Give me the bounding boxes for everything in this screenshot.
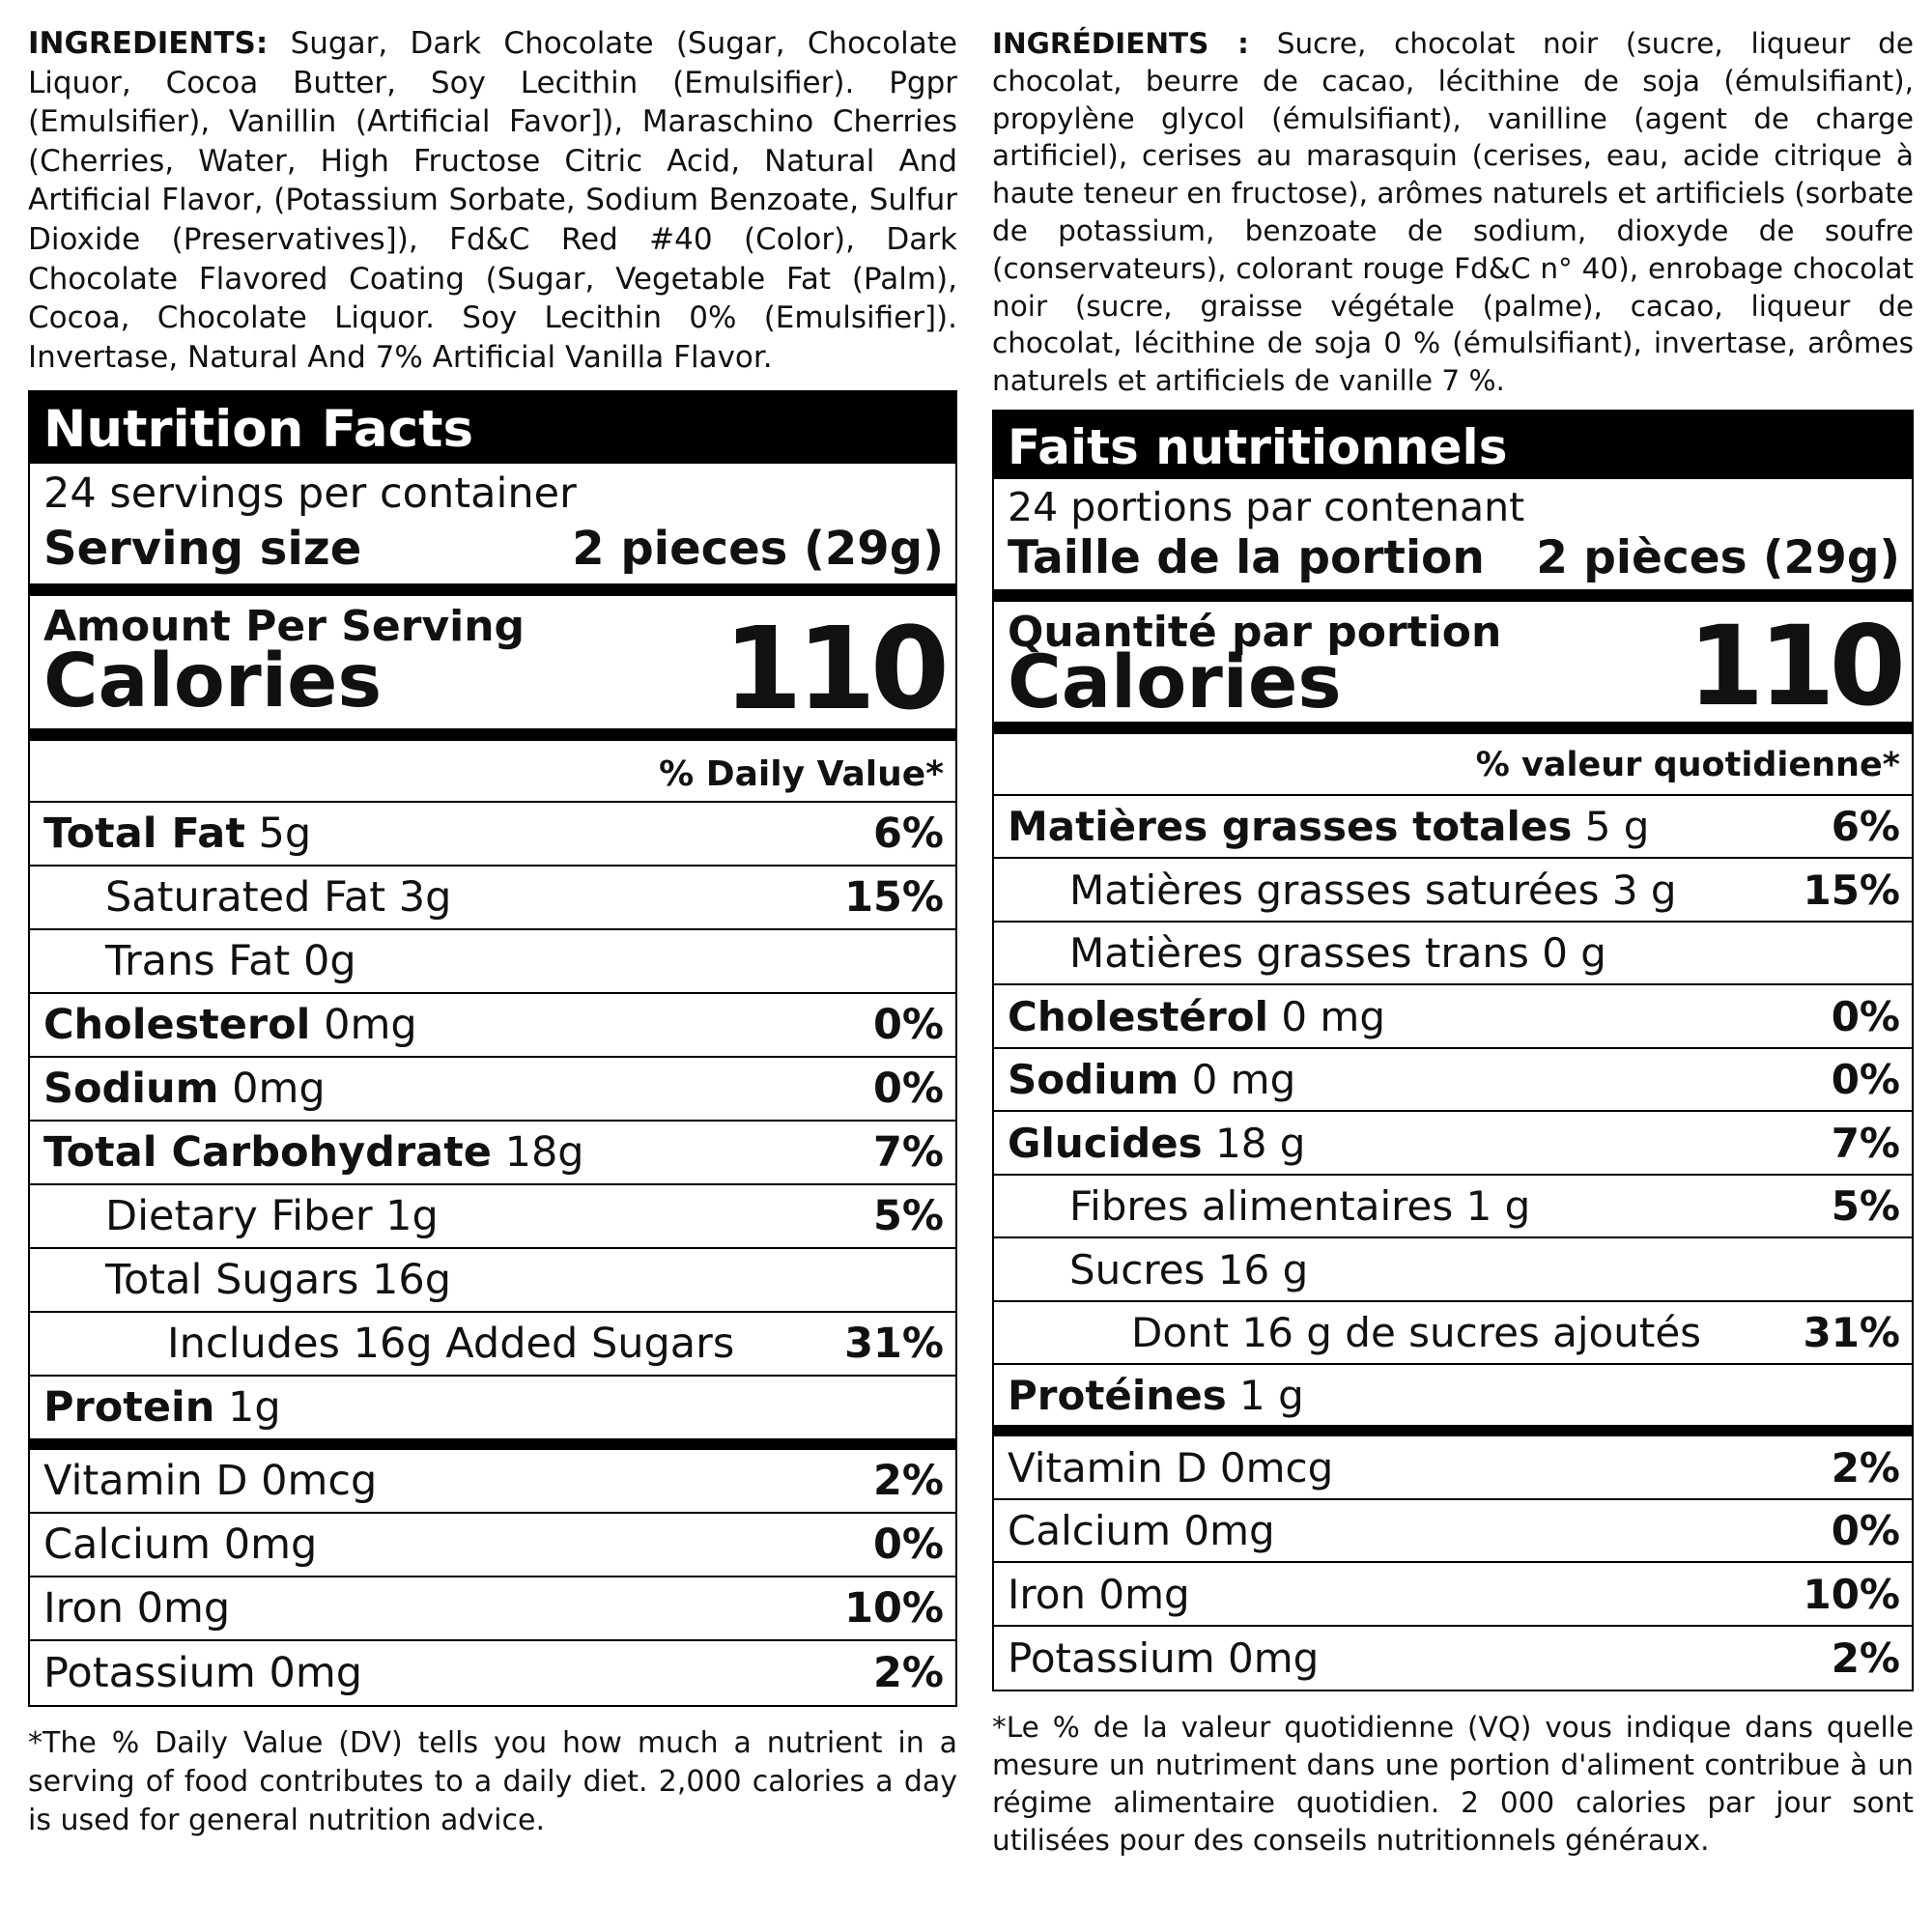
vitamin-name: Iron 0mg: [1008, 1570, 1190, 1618]
serving-size-row: [30, 520, 955, 596]
vitamin-name: Vitamin D 0mcg: [1008, 1443, 1334, 1492]
ingredients-text: Sucre, chocolat noir (sucre, liqueur de chocolat, beurre de cacao, lécithine de soja (émulsifiant), propylène glycol (émulsifiant), vanilline (agent de charge artificiel), cerises au marasquin (cerises, eau, acide citrique à haute teneur en fructose), arômes naturels et artificiels (sorbate de potassium, benzoate de sodium, dioxyde de soufre (conservateurs), colorant rouge Fd&C n° 40), enrobage chocolat noir (sucre, graisse végétale (palme), cacao, liqueur de chocolat, lécithine de soja 0 % (émulsifiant), invertase, arômes naturels et artificiels de vanille 7 %.: [992, 27, 1914, 398]
nutrient-name: Total Carbohydrate: [43, 1128, 492, 1178]
serving-size-row: [994, 531, 1912, 602]
nutrient-row-total-carbohydrate: [994, 1112, 1912, 1176]
calories-block: [30, 596, 955, 741]
nutrient-dv: 15%: [1803, 866, 1900, 914]
ingredients-label: INGRÉDIENTS :: [992, 27, 1249, 60]
nutrient-dv: 6%: [872, 810, 944, 859]
nutrient-row-added-sugars: [30, 1313, 955, 1377]
amount-per-serving-label: Quantité par portion: [1008, 607, 1502, 657]
nutrient-name: Includes 16g Added Sugars: [167, 1320, 735, 1369]
nutrient-row-total-sugars: [994, 1238, 1912, 1302]
vitamin-dv: 0%: [872, 1520, 944, 1570]
nutrient-amount: 0mg: [310, 1001, 417, 1050]
nutrient-dv: 15%: [844, 873, 944, 923]
ingredients-paragraph: [992, 0, 1914, 400]
nutrient-row-protein: [994, 1365, 1912, 1436]
daily-value-footnote: *Le % de la valeur quotidienne (VQ) vous indique dans quelle mesure un nutriment dans une portion d'aliment contribue à un régime alimentaire quotidien. 2 000 calories par jour sont utilisées pour des conseils nutritionnels généraux.: [992, 1711, 1914, 1858]
calories-value: 110: [1688, 601, 1900, 730]
calories-label: Calories: [43, 639, 383, 725]
nutrient-amount: 5g: [244, 810, 312, 859]
nutrient-row-protein: [30, 1377, 955, 1450]
nutrient-dv: 7%: [1831, 1119, 1900, 1167]
nutrient-name: Cholesterol: [43, 1001, 311, 1050]
vitamin-row-calcium: [30, 1514, 955, 1577]
vitamin-dv: 2%: [1831, 1443, 1900, 1492]
nutrient-amount: 0 mg: [1179, 1056, 1296, 1104]
nutrient-row-sodium: [994, 1049, 1912, 1113]
nutrient-dv: 0%: [1831, 1056, 1900, 1104]
vitamin-name: Vitamin D 0mcg: [43, 1457, 378, 1506]
nutrient-dv: 31%: [1803, 1309, 1900, 1357]
nutrient-dv: 5%: [1831, 1182, 1900, 1231]
nutrient-dv: 5%: [872, 1192, 944, 1241]
nutrient-row-cholesterol: [994, 985, 1912, 1049]
nutrient-row-saturated-fat: [994, 859, 1912, 923]
vitamin-dv: 0%: [1831, 1507, 1900, 1555]
nutrient-name: Matières grasses totales: [1008, 803, 1573, 851]
serving-size-value: 2 pieces (29g): [572, 522, 944, 577]
nutrient-dv: 31%: [844, 1320, 944, 1369]
nutrient-amount: 1 g: [1226, 1371, 1304, 1419]
nutrient-amount: 5 g: [1572, 803, 1650, 851]
nutrient-row-total-fat: [994, 796, 1912, 860]
serving-size-label: Serving size: [43, 522, 362, 577]
daily-value-header: % valeur quotidienne*: [994, 734, 1912, 796]
vitamin-name: Calcium 0mg: [43, 1520, 318, 1570]
nutrient-amount: 0 mg: [1268, 992, 1385, 1040]
nutrient-row-saturated-fat: [30, 867, 955, 930]
nutrient-name: Sodium: [1008, 1056, 1179, 1104]
daily-value-header: % Daily Value*: [30, 741, 955, 803]
nutrient-dv: 0%: [872, 1065, 944, 1114]
nutrient-amount: 18 g: [1202, 1119, 1306, 1167]
nutrient-amount: 0mg: [218, 1065, 326, 1114]
vitamin-name: Potassium 0mg: [1008, 1634, 1320, 1683]
vitamin-name: Potassium 0mg: [43, 1649, 363, 1698]
nutrient-amount: 1g: [214, 1383, 281, 1433]
vitamin-name: Iron 0mg: [43, 1584, 231, 1634]
nutrient-name: Cholestérol: [1008, 992, 1268, 1040]
nutrient-row-total-fat: [30, 803, 955, 867]
serving-size-label: Taille de la portion: [1008, 530, 1485, 584]
french-label-column: [992, 0, 1914, 1889]
calories-value: 110: [723, 602, 944, 736]
nutrient-name: Total Fat: [43, 810, 245, 859]
vitamin-row-potassium: [30, 1641, 955, 1705]
vitamin-row-potassium: [994, 1627, 1912, 1690]
nutrition-facts-panel: [992, 410, 1914, 1692]
nutrient-name: Protéines: [1008, 1371, 1227, 1419]
nutrient-name: Dont 16 g de sucres ajoutés: [1131, 1309, 1702, 1357]
nutrient-name: Total Sugars 16g: [105, 1256, 452, 1305]
nutrition-facts-title: Faits nutritionnels: [994, 412, 1912, 479]
nutrient-dv: 7%: [872, 1128, 944, 1178]
nutrient-name: Matières grasses saturées 3 g: [1069, 866, 1677, 914]
ingredients-text: Sugar, Dark Chocolate (Sugar, Chocolate Liquor, Cocoa Butter, Soy Lecithin (Emulsifier). Pgpr (Emulsifier), Vanillin (Artificial Favor]), Maraschino Cherries (Cherries, Water, High Fructose Citric Acid, Natural And Artificial Flavor, (Potassium Sorbate, Sodium Benzoate, Sulfur Dioxide (Preservatives]), Fd&C Red #40 (Color), Dark Chocolate Flavored Coating (Sugar, Vegetable Fat (Palm), Cocoa, Chocolate Liquor. Soy Lecithin 0% (Emulsifier]). Invertase, Natural And 7% Artificial Vanilla Flavor.: [28, 26, 957, 375]
nutrient-row-cholesterol: [30, 994, 955, 1058]
vitamin-row-vitamin-d: [994, 1436, 1912, 1500]
nutrient-name: Protein: [43, 1383, 215, 1433]
nutrient-row-total-carbohydrate: [30, 1122, 955, 1185]
vitamin-row-iron: [30, 1577, 955, 1641]
ingredients-label: INGREDIENTS:: [28, 26, 269, 61]
nutrition-facts-panel: [28, 390, 957, 1707]
nutrient-name: Matières grasses trans 0 g: [1069, 929, 1606, 978]
nutrient-row-dietary-fiber: [994, 1176, 1912, 1239]
serving-size-value: 2 pièces (29g): [1536, 530, 1900, 584]
vitamin-name: Calcium 0mg: [1008, 1507, 1275, 1555]
servings-per-container: 24 portions par contenant: [1008, 483, 1525, 530]
nutrient-row-trans-fat: [994, 923, 1912, 986]
nutrient-name: Dietary Fiber 1g: [105, 1192, 439, 1241]
amount-per-serving-label: Amount Per Serving: [43, 602, 526, 652]
nutrient-amount: 18g: [491, 1128, 584, 1178]
nutrient-row-sodium: [30, 1058, 955, 1122]
calories-block: [994, 602, 1912, 734]
nutrient-name: Saturated Fat 3g: [105, 873, 452, 923]
nutrient-row-dietary-fiber: [30, 1185, 955, 1249]
daily-value-footnote: *The % Daily Value (DV) tells you how much a nutrient in a serving of food contributes to a daily diet. 2,000 calories a day is used for general nutrition advice.: [28, 1726, 957, 1838]
nutrient-name: Fibres alimentaires 1 g: [1069, 1182, 1531, 1231]
vitamin-dv: 10%: [844, 1584, 944, 1634]
vitamin-row-iron: [994, 1563, 1912, 1627]
nutrient-row-total-sugars: [30, 1249, 955, 1313]
english-label-column: [28, 0, 957, 1869]
nutrient-dv: 0%: [872, 1001, 944, 1050]
vitamin-row-calcium: [994, 1500, 1912, 1564]
nutrient-dv: 6%: [1831, 803, 1900, 851]
nutrient-row-trans-fat: [30, 930, 955, 994]
nutrient-row-added-sugars: [994, 1302, 1912, 1366]
nutrient-dv: 0%: [1831, 992, 1900, 1040]
nutrient-name: Trans Fat 0g: [105, 937, 356, 986]
nutrient-name: Sucres 16 g: [1069, 1245, 1309, 1293]
vitamin-dv: 10%: [1803, 1570, 1900, 1618]
servings-per-container: 24 servings per container: [43, 469, 577, 519]
calories-label: Calories: [1008, 638, 1342, 724]
vitamin-dv: 2%: [872, 1649, 944, 1698]
ingredients-paragraph: [28, 0, 957, 377]
nutrient-name: Glucides: [1008, 1119, 1203, 1167]
vitamin-dv: 2%: [872, 1457, 944, 1506]
vitamin-dv: 2%: [1831, 1634, 1900, 1683]
nutrient-name: Sodium: [43, 1065, 219, 1114]
nutrition-facts-title: Nutrition Facts: [30, 392, 955, 464]
vitamin-row-vitamin-d: [30, 1450, 955, 1514]
